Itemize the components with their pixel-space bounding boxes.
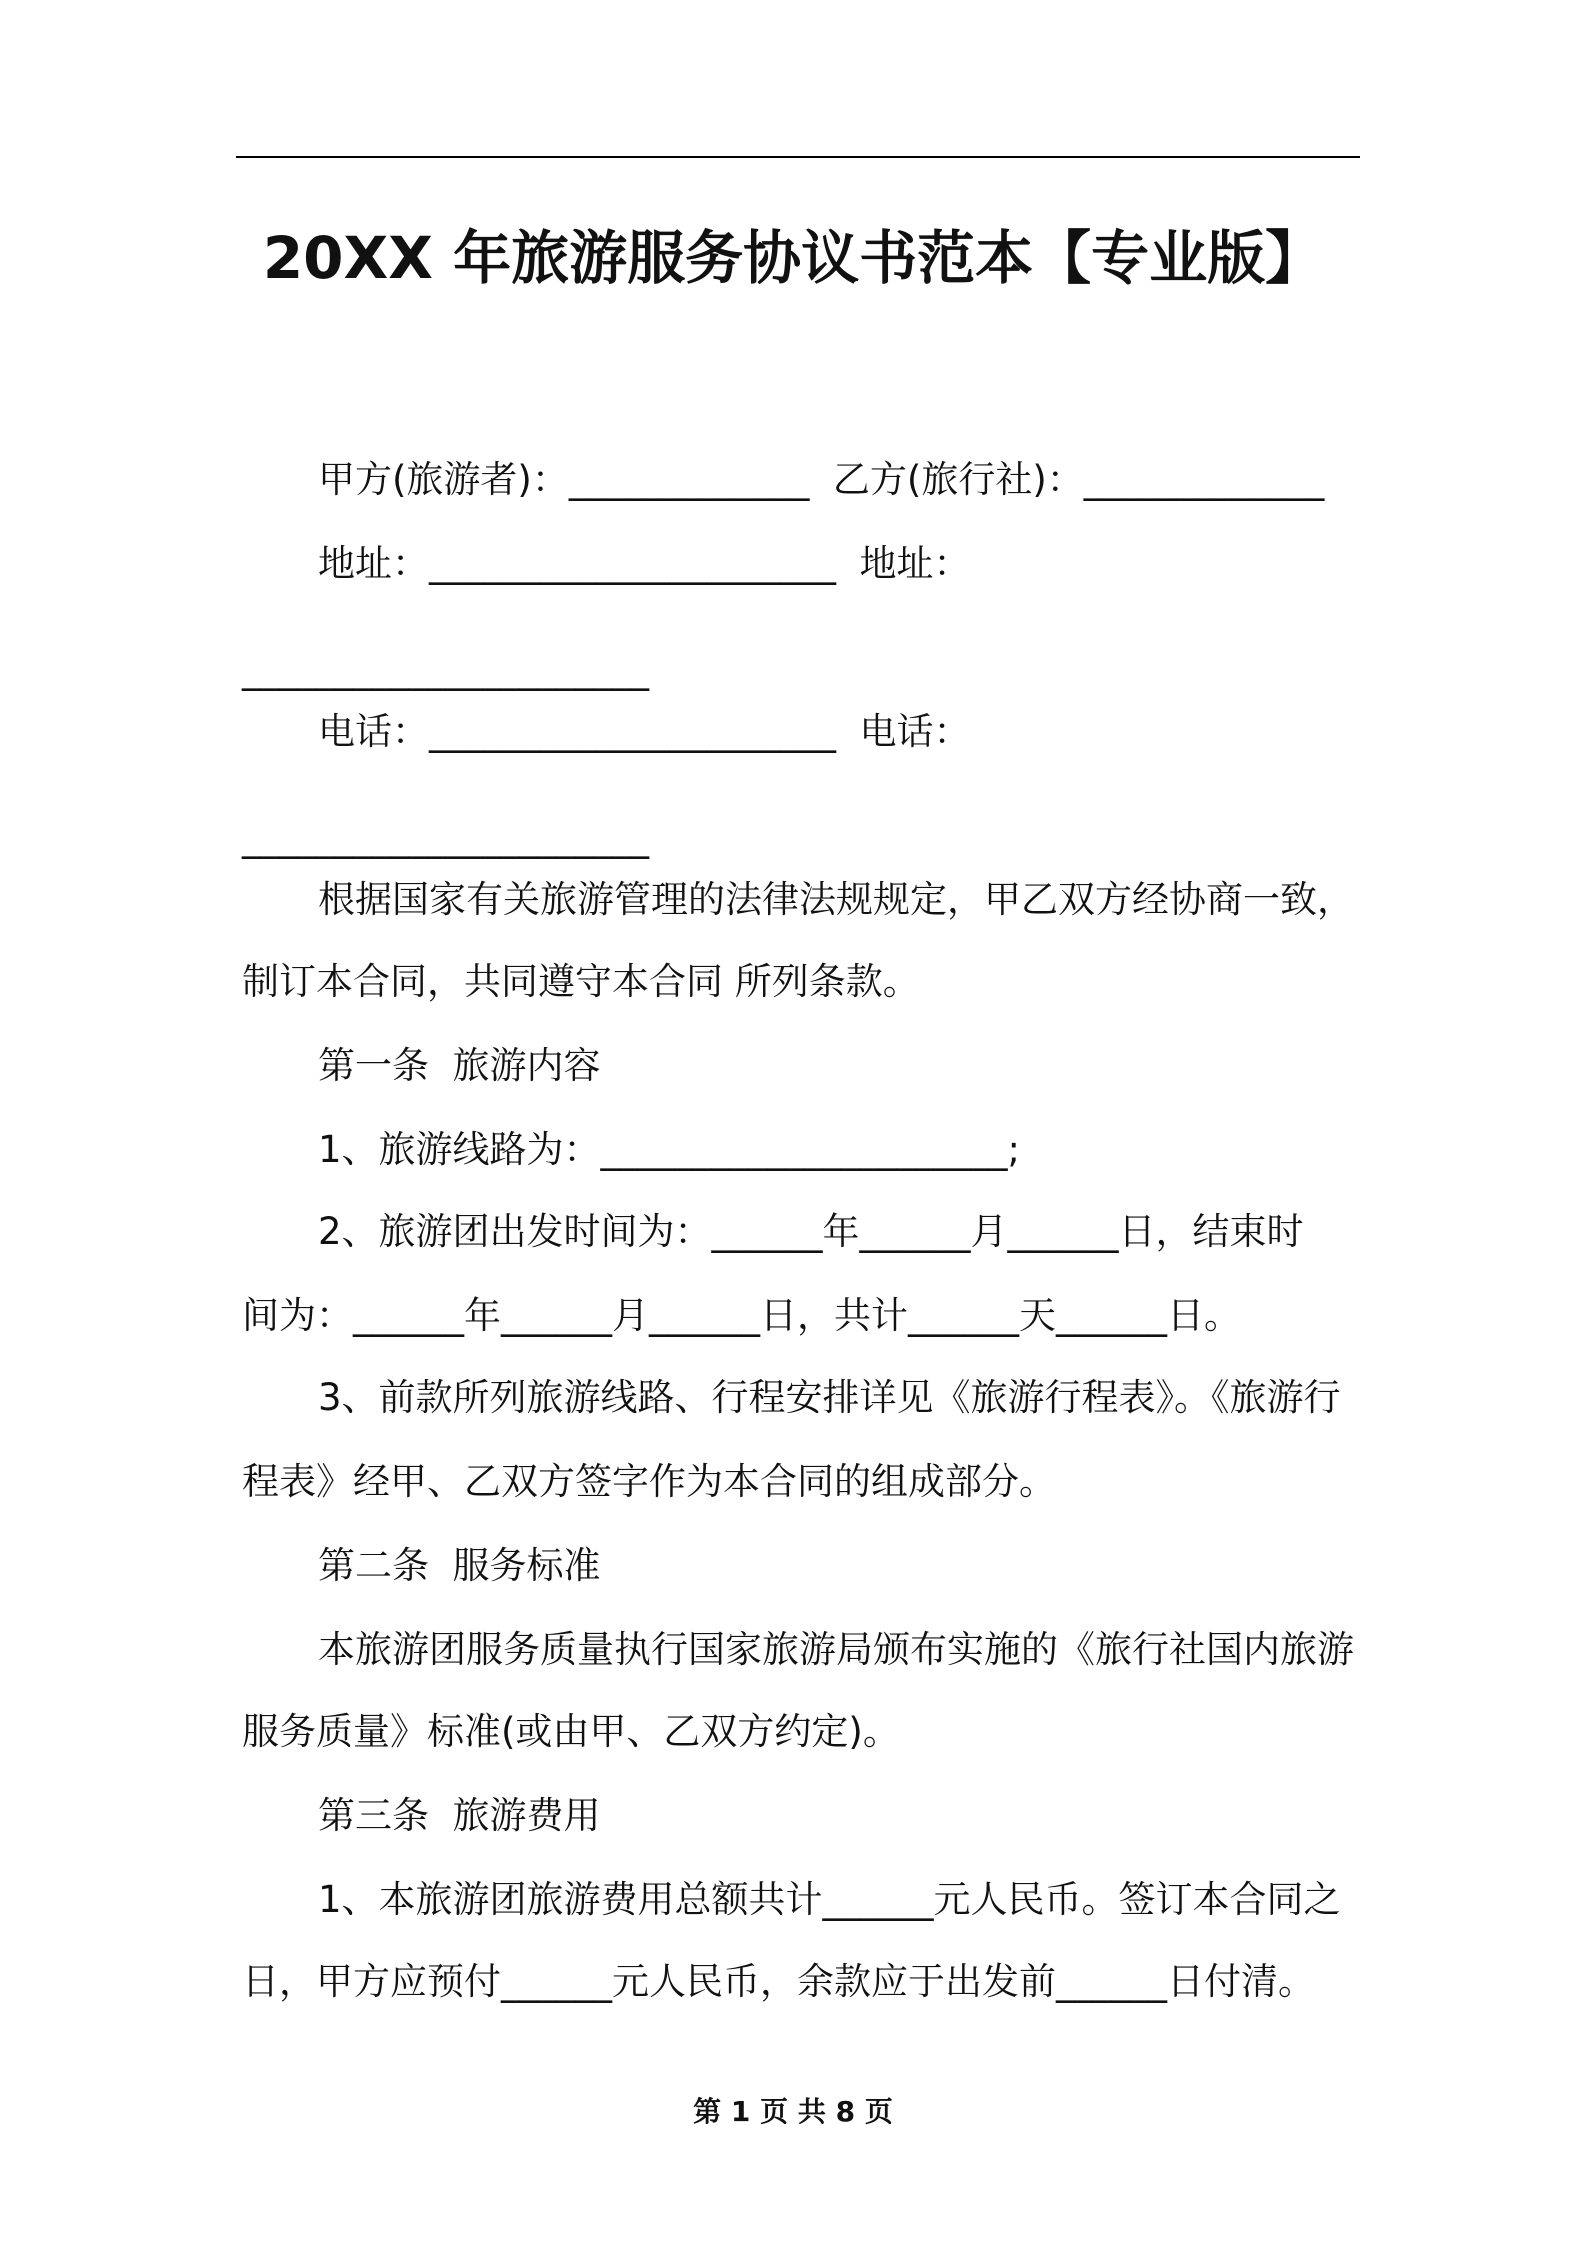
- article-2-heading: 第二条 服务标准: [318, 1544, 601, 1587]
- header-rule: [236, 156, 1360, 158]
- preamble-line-2: 制订本合同，共同遵守本合同 所列条款。: [242, 960, 920, 1003]
- document-title: 20XX 年旅游服务协议书范本【专业版】: [262, 224, 1324, 292]
- address-line: 地址：______________________ 地址：: [318, 542, 971, 585]
- phone-blank-line: ______________________: [242, 816, 649, 859]
- preamble-line-1: 根据国家有关旅游管理的法律法规规定，甲乙双方经协商一致，: [318, 878, 1354, 921]
- fee-line-2: 日，甲方应预付______元人民币，余款应于出发前______日付清。: [242, 1960, 1315, 2003]
- service-standard-line-2: 服务质量》标准(或由甲、乙双方约定)。: [242, 1710, 900, 1753]
- article-1-heading: 第一条 旅游内容: [318, 1044, 601, 1087]
- itinerary-line-1: 3、前款所列旅游线路、行程安排详见《旅游行程表》。《旅游行: [318, 1376, 1341, 1419]
- phone-line: 电话：______________________ 电话：: [318, 710, 971, 753]
- service-standard-line-1: 本旅游团服务质量执行国家旅游局颁布实施的《旅行社国内旅游: [318, 1628, 1354, 1671]
- itinerary-line-2: 程表》经甲、乙双方签字作为本合同的组成部分。: [242, 1460, 1056, 1503]
- address-blank-line: ______________________: [242, 648, 649, 691]
- article-3-heading: 第三条 旅游费用: [318, 1794, 601, 1837]
- page-number-footer: 第 1 页 共 8 页: [693, 2095, 893, 2128]
- departure-time-line-2: 间为：______年______月______日，共计______天______日。: [242, 1294, 1241, 1337]
- fee-line-1: 1、本旅游团旅游费用总额共计______元人民币。签订本合同之: [318, 1878, 1341, 1921]
- departure-time-line-1: 2、旅游团出发时间为：______年______月______日，结束时: [318, 1210, 1304, 1253]
- route-line: 1、旅游线路为：______________________;: [318, 1128, 1021, 1171]
- parties-line: 甲方(旅游者)：_____________ 乙方(旅行社)：_____________: [318, 458, 1325, 501]
